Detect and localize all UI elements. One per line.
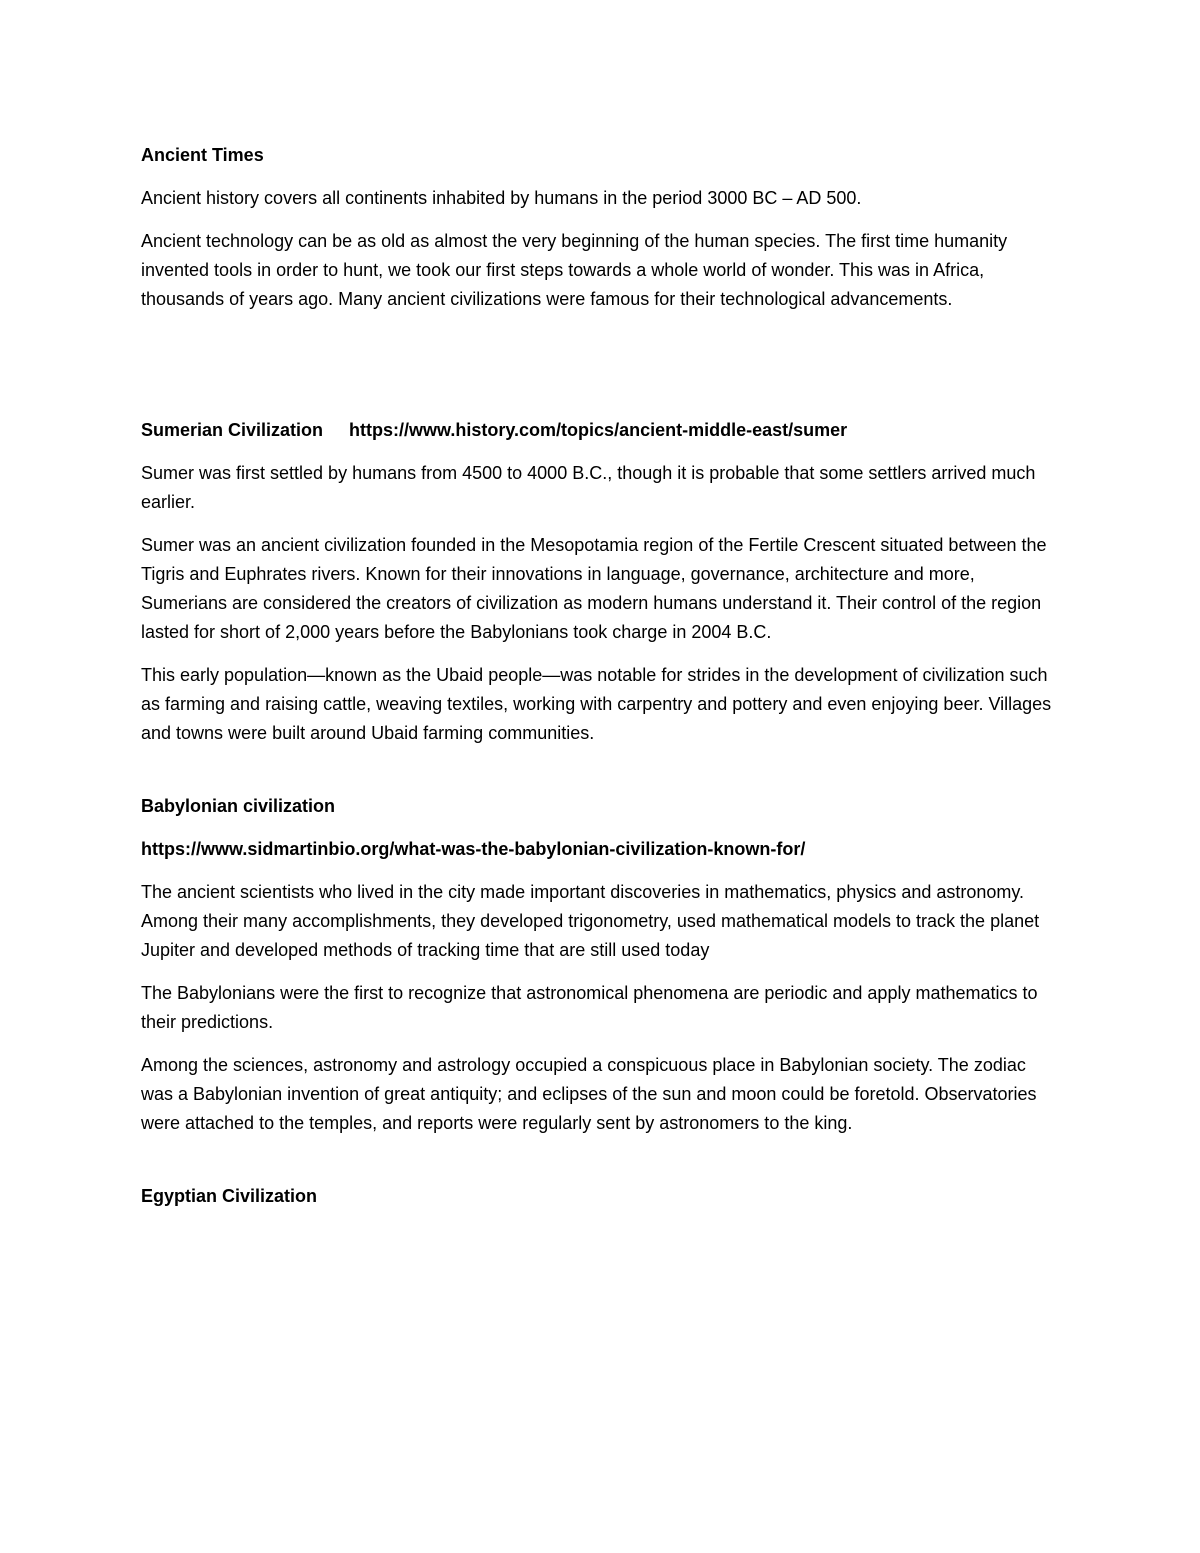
blank-space bbox=[141, 762, 1061, 792]
paragraph: Ancient technology can be as old as almost the very beginning of the human species. The first time humanity invented tools in order to hunt, we took our first steps towards a whole world of wonder. This was in Africa, thousands of years ago. Many ancient civilizations were famous for their technological advancements. bbox=[141, 231, 1008, 309]
section-ancient-times bbox=[141, 141, 1061, 314]
paragraph: The Babylonians were the first to recognize that astronomical phenomena are periodic and apply mathematics to their predictions. bbox=[141, 983, 1038, 1032]
section-sumerian-civilization bbox=[141, 416, 1061, 748]
paragraph: Sumer was an ancient civilization founded in the Mesopotamia region of the Fertile Crescent situated between the Tigris and Euphrates rivers. Known for their innovations in language, governance, architecture and more, Sumerians are considered the creators of civilization as modern humans understand it. Their control of the region lasted for short of 2,000 years before the Babylonians took charge in 2004 B.C. bbox=[141, 535, 1047, 642]
section-egyptian-civilization bbox=[141, 1182, 1061, 1211]
paragraph: The ancient scientists who lived in the city made important discoveries in mathematics, physics and astronomy. Among their many accomplishments, they developed trigonometry, used mathematical models to track the planet Jupiter and developed methods of tracking time that are still used today bbox=[141, 882, 1040, 960]
source-url: https://www.sidmartinbio.org/what-was-the-babylonian-civilization-known-for/ bbox=[141, 839, 806, 859]
section-heading: Ancient Times bbox=[141, 145, 264, 165]
section-heading: Babylonian civilization bbox=[141, 796, 336, 816]
section-babylonian-civilization bbox=[141, 792, 1061, 1138]
paragraph: Among the sciences, astronomy and astrology occupied a conspicuous place in Babylonian society. The zodiac was a Babylonian invention of great antiquity; and eclipses of the sun and moon could be foretold. Observatories were attached to the temples, and reports were regularly sent by astronomers to the king. bbox=[141, 1055, 1037, 1133]
paragraph: Ancient history covers all continents inhabited by humans in the period 3000 BC – AD 500. bbox=[141, 188, 862, 208]
paragraph: Sumer was first settled by humans from 4500 to 4000 B.C., though it is probable that some settlers arrived much earlier. bbox=[141, 463, 1036, 512]
blank-space bbox=[141, 1152, 1061, 1182]
blank-space bbox=[141, 328, 1061, 416]
paragraph: This early population—known as the Ubaid people—was notable for strides in the development of civilization such as farming and raising cattle, weaving textiles, working with carpentry and pottery and even enjoying beer. Villages and towns were built around Ubaid farming communities. bbox=[141, 665, 1052, 743]
section-heading-row bbox=[141, 416, 1061, 445]
section-heading: Sumerian Civilization bbox=[141, 420, 324, 440]
section-heading: Egyptian Civilization bbox=[141, 1186, 318, 1206]
source-url: https://www.history.com/topics/ancient-middle-east/sumer bbox=[349, 420, 848, 440]
document-body bbox=[141, 141, 1061, 1225]
